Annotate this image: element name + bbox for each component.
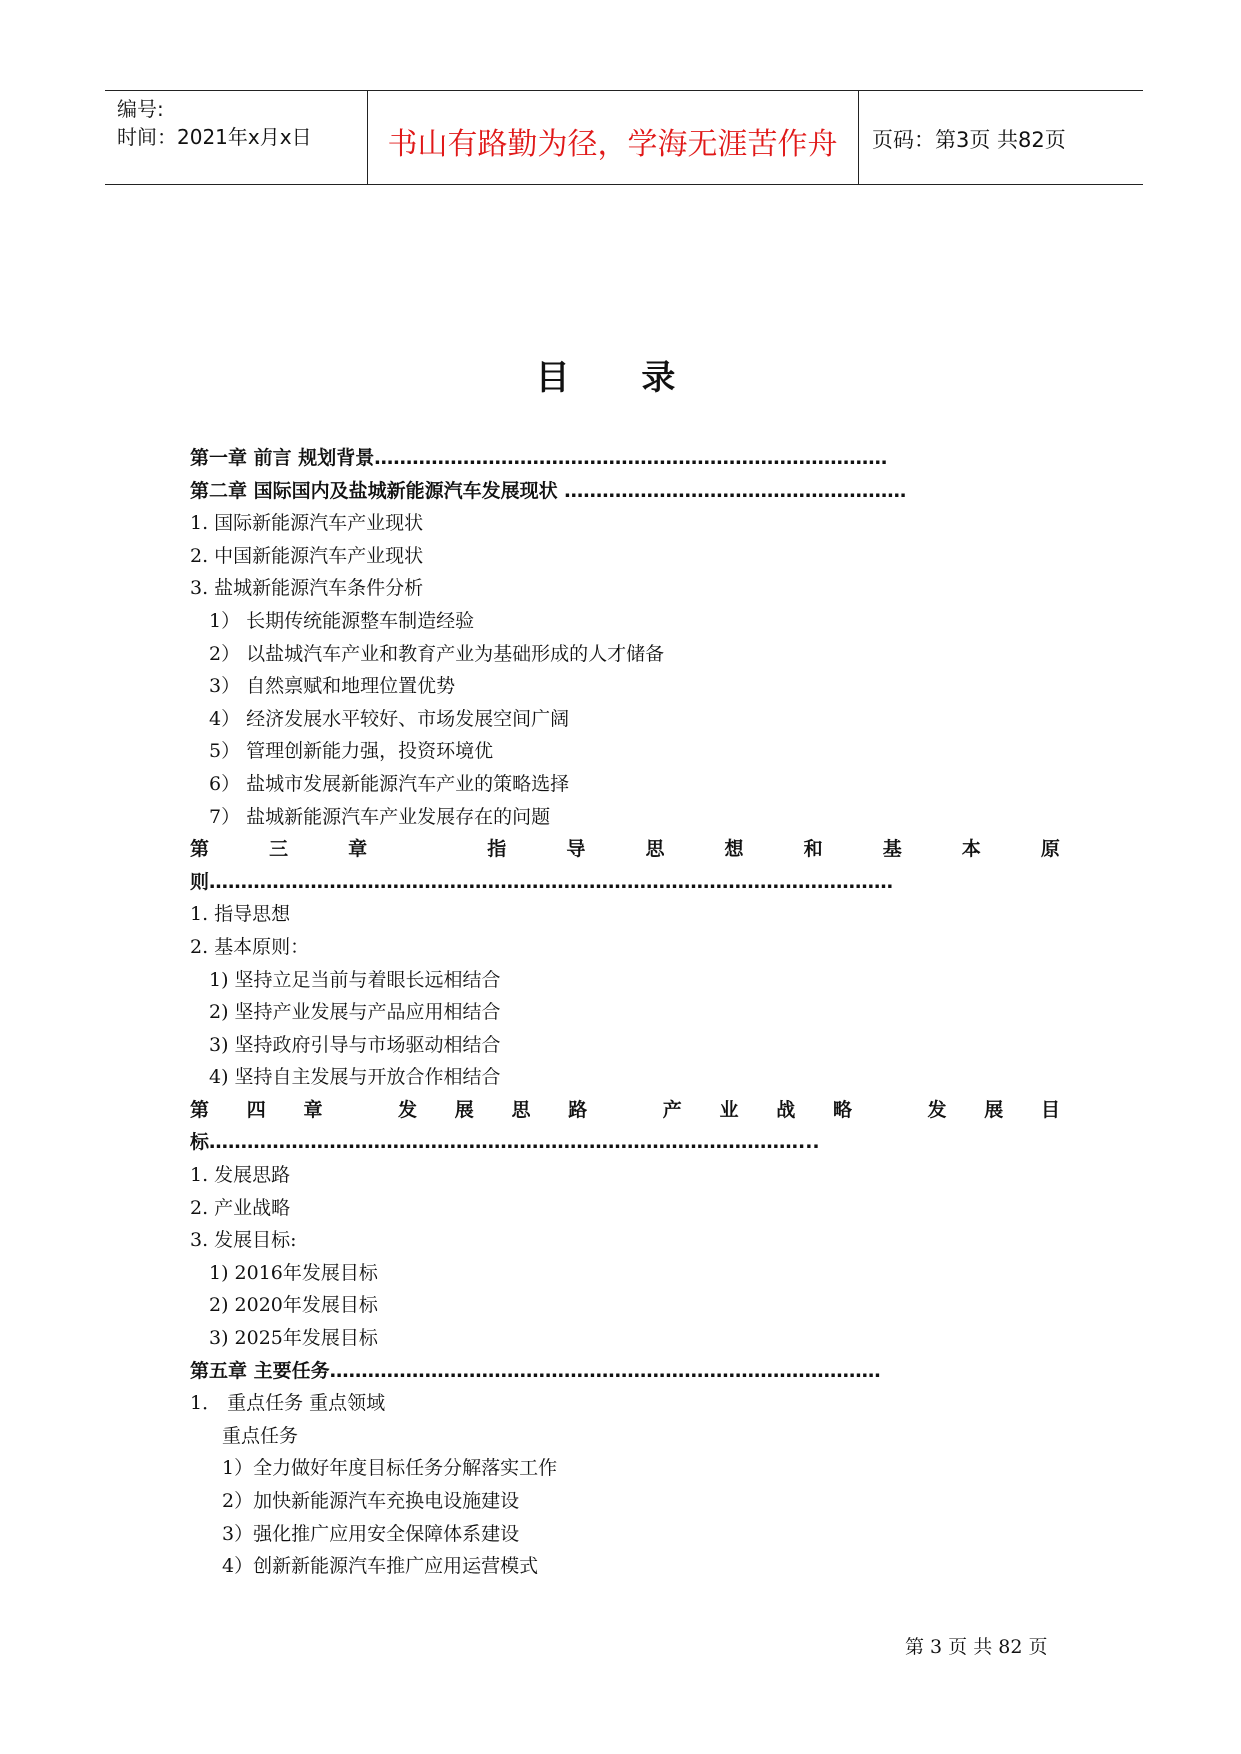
toc-char: 略 <box>832 1098 852 1121</box>
toc-char: 基 <box>882 838 902 861</box>
toc-item[interactable]: 1． 重点任务 重点领域 <box>190 1392 386 1415</box>
toc-chapter-2[interactable]: 第二章 国际国内及盐城新能源汽车发展现状 ……………………………………………… <box>190 479 907 502</box>
toc-char: 原 <box>1040 838 1060 861</box>
toc-char: 业 <box>719 1098 739 1121</box>
toc-subitem[interactable]: 2) 坚持产业发展与产品应用相结合 <box>209 1001 501 1024</box>
toc-subitem[interactable]: 2） 以盐城汽车产业和教育产业为基础形成的人才储备 <box>209 642 665 665</box>
toc-chapter-3[interactable] <box>190 833 1060 866</box>
toc-chapter-3-cont[interactable]: 则……………………………………………………………………………………………… <box>190 870 894 893</box>
toc-item[interactable]: 2. 中国新能源汽车产业现状 <box>190 544 424 567</box>
toc-char: 思 <box>511 1098 531 1121</box>
toc-chapter-5[interactable]: 第五章 主要任务…………………………………………………………………………… <box>190 1359 881 1382</box>
toc-subitem[interactable]: 4）创新新能源汽车推广应用运营模式 <box>222 1555 539 1578</box>
toc-char: 展 <box>454 1098 474 1121</box>
toc-subitem[interactable]: 4） 经济发展水平较好、市场发展空间广阔 <box>209 707 570 730</box>
toc-title: 目 录 <box>535 358 706 398</box>
toc-subitem[interactable]: 5） 管理创新能力强，投资环境优 <box>209 740 494 763</box>
toc-char: 三 <box>269 838 289 861</box>
toc-subitem[interactable]: 3）强化推广应用安全保障体系建设 <box>222 1522 520 1545</box>
toc-subitem[interactable]: 3) 2025年发展目标 <box>209 1327 378 1350</box>
toc-item[interactable]: 3. 盐城新能源汽车条件分析 <box>190 577 424 600</box>
toc-char: 和 <box>803 838 823 861</box>
toc-subitem[interactable]: 3) 坚持政府引导与市场驱动相结合 <box>209 1033 501 1056</box>
toc-char: 导 <box>566 838 586 861</box>
toc-subitem[interactable]: 4) 坚持自主发展与开放合作相结合 <box>209 1066 501 1089</box>
toc-char: 章 <box>303 1098 323 1121</box>
toc-char: 第 <box>190 1098 210 1121</box>
toc-subitem[interactable]: 2) 2020年发展目标 <box>209 1294 378 1317</box>
toc-char: 指 <box>487 838 507 861</box>
page-header <box>105 90 1143 185</box>
toc-item[interactable]: 2. 产业战略 <box>190 1196 291 1219</box>
toc-char: 路 <box>568 1098 588 1121</box>
toc-chapter-1[interactable]: 第一章 前言 规划背景……………………………………………………………………… <box>190 447 888 469</box>
header-page-cell <box>858 91 1143 184</box>
toc-char: 第 <box>190 838 210 861</box>
toc-char: 四 <box>246 1098 266 1121</box>
toc-subheading[interactable]: 重点任务 <box>222 1424 299 1447</box>
doc-time-label: 时间：2021年x月x日 <box>117 125 312 149</box>
toc-subitem[interactable]: 3） 自然禀赋和地理位置优势 <box>209 675 456 698</box>
toc-char: 本 <box>961 838 981 861</box>
toc-char: 发 <box>927 1098 947 1121</box>
page-footer: 第 3 页 共 82 页 <box>905 1636 1048 1658</box>
header-page-number: 页码：第3页 共82页 <box>872 128 1066 152</box>
toc-item[interactable]: 1. 发展思路 <box>190 1164 291 1187</box>
toc-chapter-4[interactable] <box>190 1094 1060 1127</box>
table-of-contents <box>190 442 1060 1583</box>
toc-subitem[interactable]: 7） 盐城新能源汽车产业发展存在的问题 <box>209 805 551 828</box>
toc-char: 战 <box>776 1098 796 1121</box>
toc-item[interactable]: 1. 国际新能源汽车产业现状 <box>190 512 424 535</box>
toc-item[interactable]: 2. 基本原则： <box>190 935 310 958</box>
header-motto-cell <box>367 91 859 184</box>
toc-subitem[interactable]: 6） 盐城市发展新能源汽车产业的策略选择 <box>209 772 570 795</box>
toc-item[interactable]: 1. 指导思想 <box>190 903 291 926</box>
toc-subitem[interactable]: 2）加快新能源汽车充换电设施建设 <box>222 1490 520 1512</box>
toc-chapter-4-cont[interactable]: 标…………………………………………………………………………………... <box>190 1131 820 1154</box>
toc-char: 思 <box>645 838 665 861</box>
toc-subitem[interactable]: 1) 2016年发展目标 <box>209 1261 378 1284</box>
motto-text: 书山有路勤为径，学海无涯苦作舟 <box>387 127 838 162</box>
toc-item[interactable]: 3. 发展目标: <box>190 1229 297 1252</box>
toc-char: 发 <box>397 1098 417 1121</box>
toc-subitem[interactable]: 1）全力做好年度目标任务分解落实工作 <box>222 1457 558 1480</box>
toc-char: 产 <box>662 1098 682 1121</box>
toc-char: 目 <box>1040 1098 1060 1121</box>
toc-subitem[interactable]: 1） 长期传统能源整车制造经验 <box>209 609 475 632</box>
header-meta-cell <box>105 91 368 184</box>
toc-char: 展 <box>984 1098 1004 1121</box>
toc-char: 想 <box>724 838 744 861</box>
toc-char: 章 <box>348 838 368 861</box>
doc-number-label: 编号: <box>117 97 164 121</box>
toc-subitem[interactable]: 1) 坚持立足当前与着眼长远相结合 <box>209 968 501 991</box>
